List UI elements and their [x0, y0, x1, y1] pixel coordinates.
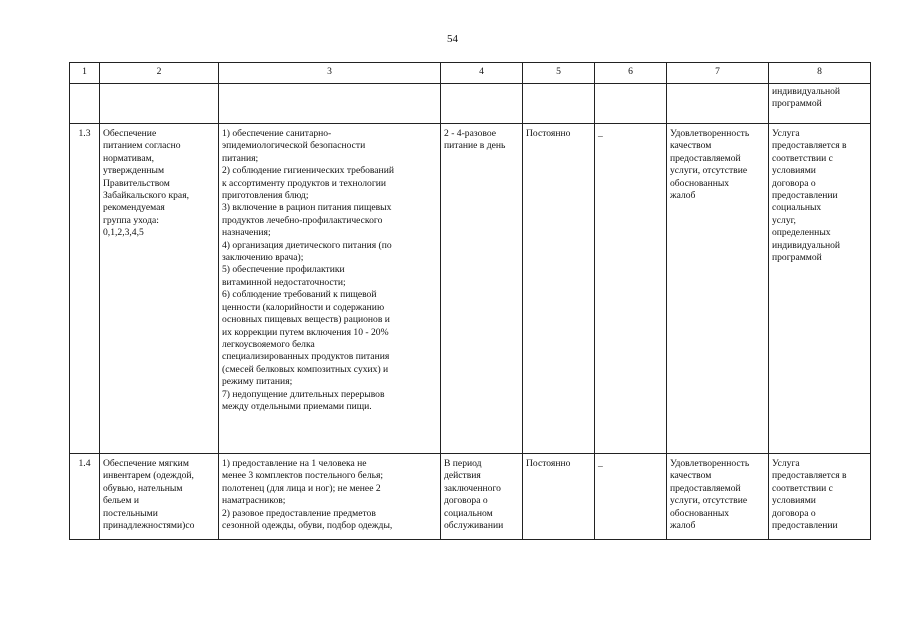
header-cell: 1 — [70, 63, 100, 84]
service-volume-cell: В период действия заключенного договора о социальном обслуживании — [441, 454, 523, 540]
table-row-continuation — [70, 84, 871, 124]
row-number-cell: 1.3 — [70, 124, 100, 454]
table-cell — [219, 84, 441, 124]
table-cell — [100, 84, 219, 124]
service-cost-cell: _ — [595, 454, 667, 540]
service-content-cell: 1) обеспечение санитарно- эпидемиологической безопасности питания; 2) соблюдение гигиенических требований к ассортименту продуктов и технологии приготовления блюд; 3) включение в рацион питания пищевых продуктов лечебно-профилактического назначения; 4) организация диетического питания (по заключению врача); 5) обеспечение профилактики витаминной недостаточности; 6) соблюдение требований к пищевой ценности (калорийности и содержанию основных пищевых веществ) рационов и их коррекции путем включения 10 - 20% легкоусвояемого белка специализированных продуктов питания (смесей белковых композитных сухих) и режиму питания; 7) недопущение длительных перерывов между отдельными приемами пищи. — [219, 124, 441, 454]
table-cell — [595, 84, 667, 124]
service-cost-cell: _ — [595, 124, 667, 454]
row-number-cell: 1.4 — [70, 454, 100, 540]
quality-indicator-cell: Удовлетворенность качеством предоставляемой услуги, отсутствие обоснованных жалоб — [667, 454, 769, 540]
header-cell: 2 — [100, 63, 219, 84]
table-row — [70, 454, 871, 540]
header-cell: 7 — [667, 63, 769, 84]
header-cell: 3 — [219, 63, 441, 84]
service-term-cell: Постоянно — [523, 124, 595, 454]
conditions-cell: Услуга предоставляется в соответствии с условиями договора о предоставлении — [769, 454, 871, 540]
header-cell: 5 — [523, 63, 595, 84]
conditions-cell: Услуга предоставляется в соответствии с условиями договора о предоставлении социальных услуг, определенных индивидуальной программой — [769, 124, 871, 454]
service-volume-cell: 2 - 4-разовое питание в день — [441, 124, 523, 454]
service-content-cell: 1) предоставление на 1 человека не менее 3 комплектов постельного белья; полотенец (для лица и ног); не менее 2 наматрасников; 2) разовое предоставление предметов сезонной одежды, обуви, подбор одежды, — [219, 454, 441, 540]
table-cell — [667, 84, 769, 124]
conditions-cell: индивидуальной программой — [769, 84, 871, 124]
service-name-cell: Обеспечение питанием согласно нормативам, утвержденным Правительством Забайкальского края, рекомендуемая группа ухода: 0,1,2,3,4,5 — [100, 124, 219, 454]
table-cell — [70, 84, 100, 124]
quality-indicator-cell: Удовлетворенность качеством предоставляемой услуги, отсутствие обоснованных жалоб — [667, 124, 769, 454]
table-header-row — [70, 63, 871, 84]
header-cell: 8 — [769, 63, 871, 84]
table-cell — [441, 84, 523, 124]
services-table — [69, 62, 871, 540]
service-term-cell: Постоянно — [523, 454, 595, 540]
service-name-cell: Обеспечение мягким инвентарем (одеждой, обувью, нательным бельем и постельными принадлежностями)со — [100, 454, 219, 540]
header-cell: 4 — [441, 63, 523, 84]
header-cell: 6 — [595, 63, 667, 84]
table-cell — [523, 84, 595, 124]
table-row — [70, 124, 871, 454]
page-number: 54 — [447, 33, 458, 45]
